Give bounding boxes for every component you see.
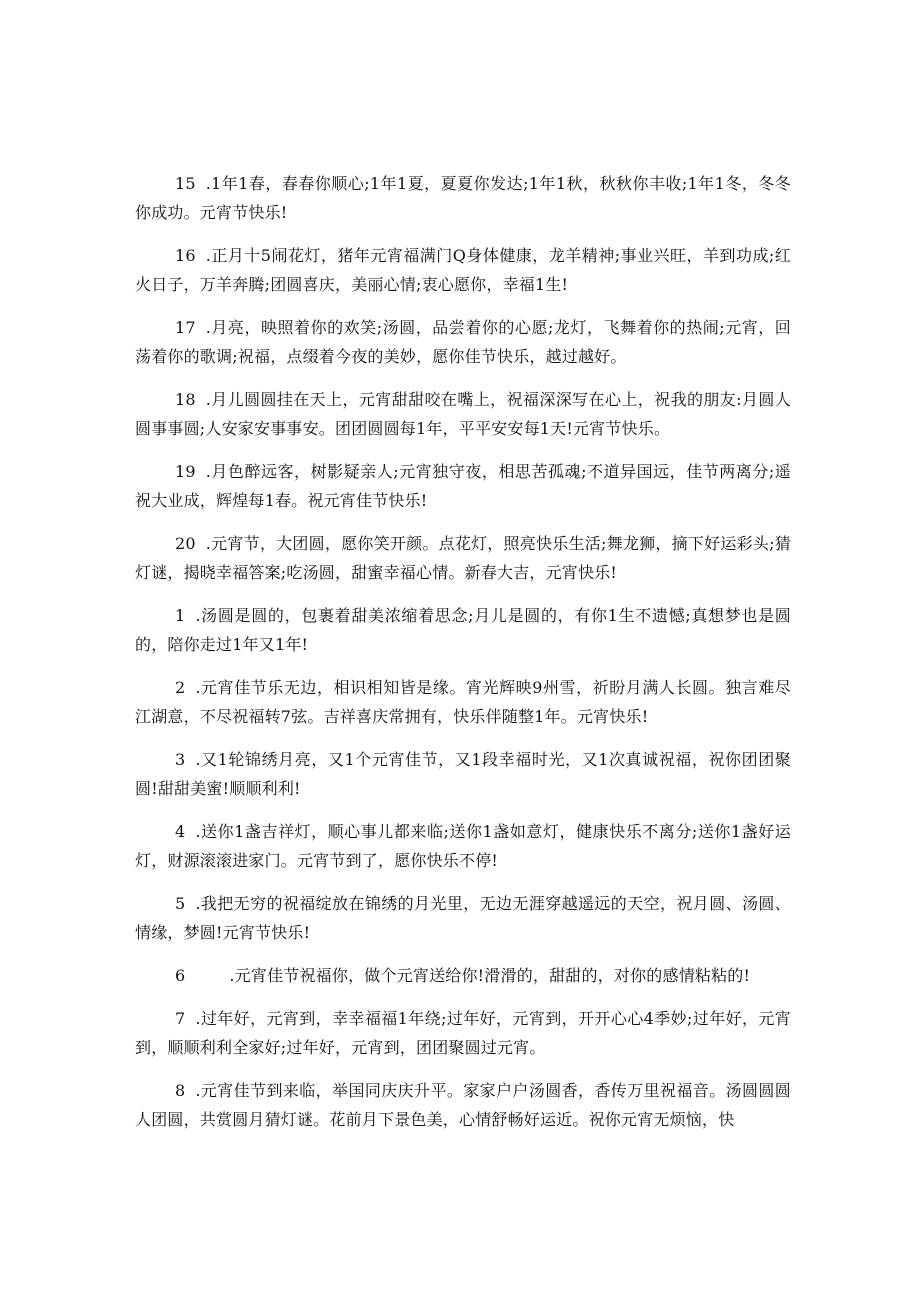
paragraph-number: 20 bbox=[175, 534, 196, 553]
paragraph-text: .元宵节，大团圆，愿你笑开颜。点花灯，照亮快乐生活;舞龙狮，摘下好运彩头;猜灯谜，揭晓幸福答案;吃汤圆，甜蜜幸福心情。新春大吉，元宵快乐! bbox=[135, 534, 791, 582]
paragraph-20 bbox=[135, 529, 791, 587]
paragraph-text: .我把无穷的祝福绽放在锦绣的月光里，无边无涯穿越遥远的天空，祝月圆、汤圆、情缘，梦圆!元宵节快乐! bbox=[135, 894, 791, 942]
paragraph-text: .过年好，元宵到，幸幸福福1年绕;过年好，元宵到，开开心心4季妙;过年好，元宵到，顺顺利利全家好;过年好，元宵到，团团聚圆过元宵。 bbox=[135, 1009, 791, 1057]
paragraph-number: 3 bbox=[175, 750, 186, 769]
paragraph-text: .汤圆是圆的，包裹着甜美浓缩着思念;月儿是圆的，有你1生不遗憾;真想梦也是圆的，陪你走过1年又1年! bbox=[135, 606, 791, 654]
paragraph-19 bbox=[135, 457, 791, 515]
document-body bbox=[135, 169, 791, 1148]
paragraph-text: .元宵佳节祝福你，做个元宵送给你!滑滑的，甜甜的，对你的感情粘粘的! bbox=[229, 966, 751, 985]
paragraph-text: .1年1春，春春你顺心;1年1夏，夏夏你发达;1年1秋，秋秋你丰收;1年1冬，冬冬你成功。元宵节快乐! bbox=[135, 174, 791, 222]
paragraph-1 bbox=[135, 601, 791, 659]
paragraph-text: .送你1盏吉祥灯，顺心事儿都来临;送你1盏如意灯，健康快乐不离分;送你1盏好运灯，财源滚滚进家门。元宵节到了，愿你快乐不停! bbox=[135, 822, 791, 870]
paragraph-18 bbox=[135, 385, 791, 443]
paragraph-8 bbox=[135, 1076, 791, 1134]
paragraph-16 bbox=[135, 241, 791, 299]
paragraph-number: 7 bbox=[175, 1009, 186, 1028]
paragraph-number: 8 bbox=[175, 1081, 186, 1100]
paragraph-number: 4 bbox=[175, 822, 186, 841]
paragraph-text: .月儿圆圆挂在天上，元宵甜甜咬在嘴上，祝福深深写在心上，祝我的朋友:月圆人圆事事圆;人安家安事事安。团团圆圆每1年，平平安安每1天!元宵节快乐。 bbox=[135, 390, 791, 438]
paragraph-number: 19 bbox=[175, 462, 196, 481]
paragraph-text: .月色醉远客，树影疑亲人;元宵独守夜，相思苦孤魂;不道异国远，佳节两离分;遥祝大业成，辉煌每1春。祝元宵佳节快乐! bbox=[135, 462, 791, 510]
paragraph-number: 2 bbox=[175, 678, 186, 697]
paragraph-2 bbox=[135, 673, 791, 731]
paragraph-text: .又1轮锦绣月亮，又1个元宵佳节，又1段幸福时光，又1次真诚祝福，祝你团团聚圆!甜甜美蜜!顺顺利利! bbox=[135, 750, 791, 798]
paragraph-number: 17 bbox=[175, 318, 196, 337]
paragraph-3 bbox=[135, 745, 791, 803]
paragraph-number: 18 bbox=[175, 390, 196, 409]
paragraph-5 bbox=[135, 889, 791, 947]
paragraph-7 bbox=[135, 1004, 791, 1062]
paragraph-text: .正月十5闹花灯，猪年元宵福满门Q身体健康，龙羊精神;事业兴旺，羊到功成;红火日子，万羊奔腾;团圆喜庆，美丽心情;衷心愿你，幸福1生! bbox=[135, 246, 791, 294]
paragraph-text: .元宵佳节到来临，举国同庆庆升平。家家户户汤圆香，香传万里祝福音。汤圆圆圆人团圆，共赏圆月猜灯谜。花前月下景色美，心情舒畅好运近。祝你元宵无烦恼，快 bbox=[135, 1081, 791, 1129]
paragraph-number: 1 bbox=[175, 606, 186, 625]
paragraph-text: .元宵佳节乐无边，相识相知皆是缘。宵光辉映9州雪，祈盼月满人长圆。独言难尽江湖意，不尽祝福转7弦。吉祥喜庆常拥有，快乐伴随整1年。元宵快乐! bbox=[135, 678, 791, 726]
paragraph-17 bbox=[135, 313, 791, 371]
paragraph-number: 16 bbox=[175, 246, 196, 265]
paragraph-15 bbox=[135, 169, 791, 227]
paragraph-number: 5 bbox=[175, 894, 186, 913]
paragraph-number: 6 bbox=[175, 966, 186, 985]
paragraph-6 bbox=[135, 961, 791, 990]
paragraph-4 bbox=[135, 817, 791, 875]
paragraph-number: 15 bbox=[175, 174, 196, 193]
paragraph-text: .月亮，映照着你的欢笑;汤圆，品尝着你的心愿;龙灯，飞舞着你的热闹;元宵，回荡着你的歌调;祝福，点缀着今夜的美妙，愿你佳节快乐，越过越好。 bbox=[135, 318, 791, 366]
